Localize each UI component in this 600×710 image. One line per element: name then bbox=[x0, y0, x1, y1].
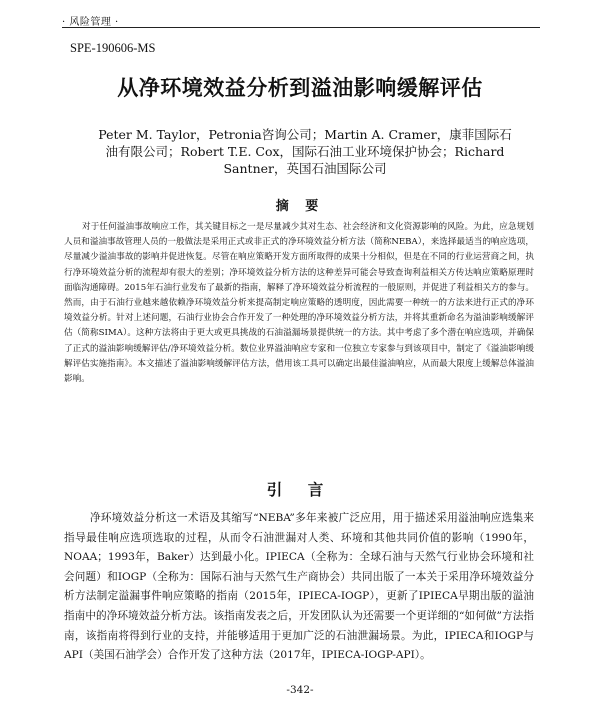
paper-id: SPE-190606-MS bbox=[70, 41, 156, 55]
abstract-body: 对于任何溢油事故响应工作，其关键目标之一是尽量减少其对生态、社会经济和文化资源影响的风险。为此，应急规划人员和溢油事故管理人员的一般做法是采用正式或非正式的净环境效益分析方法（简称NEBA），来选择最适当的响应选项，尽量减少溢油事故的影响并促进恢复。尽管在响应策略开发方面所取得的成果十分相似，但是在不同的行业运营商之间，执行净环境效益分析的流程却有很大的差别；净环境效益分析方法的这种差异可能会导致查询利益相关方传达响应策略原理时面临沟通障碍。2015年石油行业发布了最新的指南，解释了净环境效益分析流程的一般原则，并促进了利益相关方的参与。然而，由于石油行业越来越依赖净环境效益分析来提高制定响应策略的透明度，因此需要一种统一的方法来进行正式的净环境效益分析。针对上述问题，石油行业协会合作开发了一种处理的净环境效益分析方法，并将其重新命名为溢油影响缓解评估（简称SIMA）。这种方法将由于更大或更具挑战的石油溢漏场景提供统一的方法。其中考虑了多个潜在响应选项，并确保了正式的溢油影响缓解评估/净环境效益分析。数位业界溢油响应专家和一位独立专家参与到该项目中，制定了《溢油影响缓解评估实施指南》。本文描述了溢油影响缓解评估方法，借用该工具可以确定出最佳溢油响应，从而最大限度上缓解总体溢油影响。 bbox=[64, 222, 534, 385]
author-list: Peter M. Taylor，Petronia咨询公司；Martin A. Cramer，康菲国际石油有限公司；Robert T.E. Cox，国际石油工业环境保护协会；Richard Santner，英国石油国际公司 bbox=[98, 127, 512, 176]
introduction-heading: 引 言 bbox=[266, 480, 334, 499]
introduction-body: 净环境效益分析这一术语及其缩写“NEBA”多年来被广泛应用，用于描述采用溢油响应选集来指导最佳响应选项选取的过程，从而令石油泄漏对人类、环境和其他共同价值的影响（1990年，NOAA；1993年，Baker）达到最小化。IPIECA（全称为：全球石油与天然气行业协会环境和社会问题）和IOGP（全称为：国际石油与天然气生产商协会）共同出版了一本关于采用净环境效益分析方法制定溢漏事件响应策略的指南（2015年，IPIECA-IOGP），更新了IPIECA早期出版的溢油指南中的净环境效益分析方法。该指南发表之后，开发团队认为还需要一个更详细的“如何做”方法指南，该指南将得到行业的支持，并能够适用于更加广泛的石油泄漏场景。为此，IPIECA和IOGP与API（美国石油学会）合作开发了这种方法（2017年，IPIECA-IOGP-API）。 bbox=[64, 512, 534, 662]
page-number: -342- bbox=[286, 684, 314, 696]
abstract-heading: 摘 要 bbox=[275, 199, 325, 214]
section-tag: · 风险管理 · bbox=[62, 17, 119, 28]
paper-title: 从净环境效益分析到溢油影响缓解评估 bbox=[117, 75, 483, 100]
header-divider bbox=[62, 27, 540, 28]
